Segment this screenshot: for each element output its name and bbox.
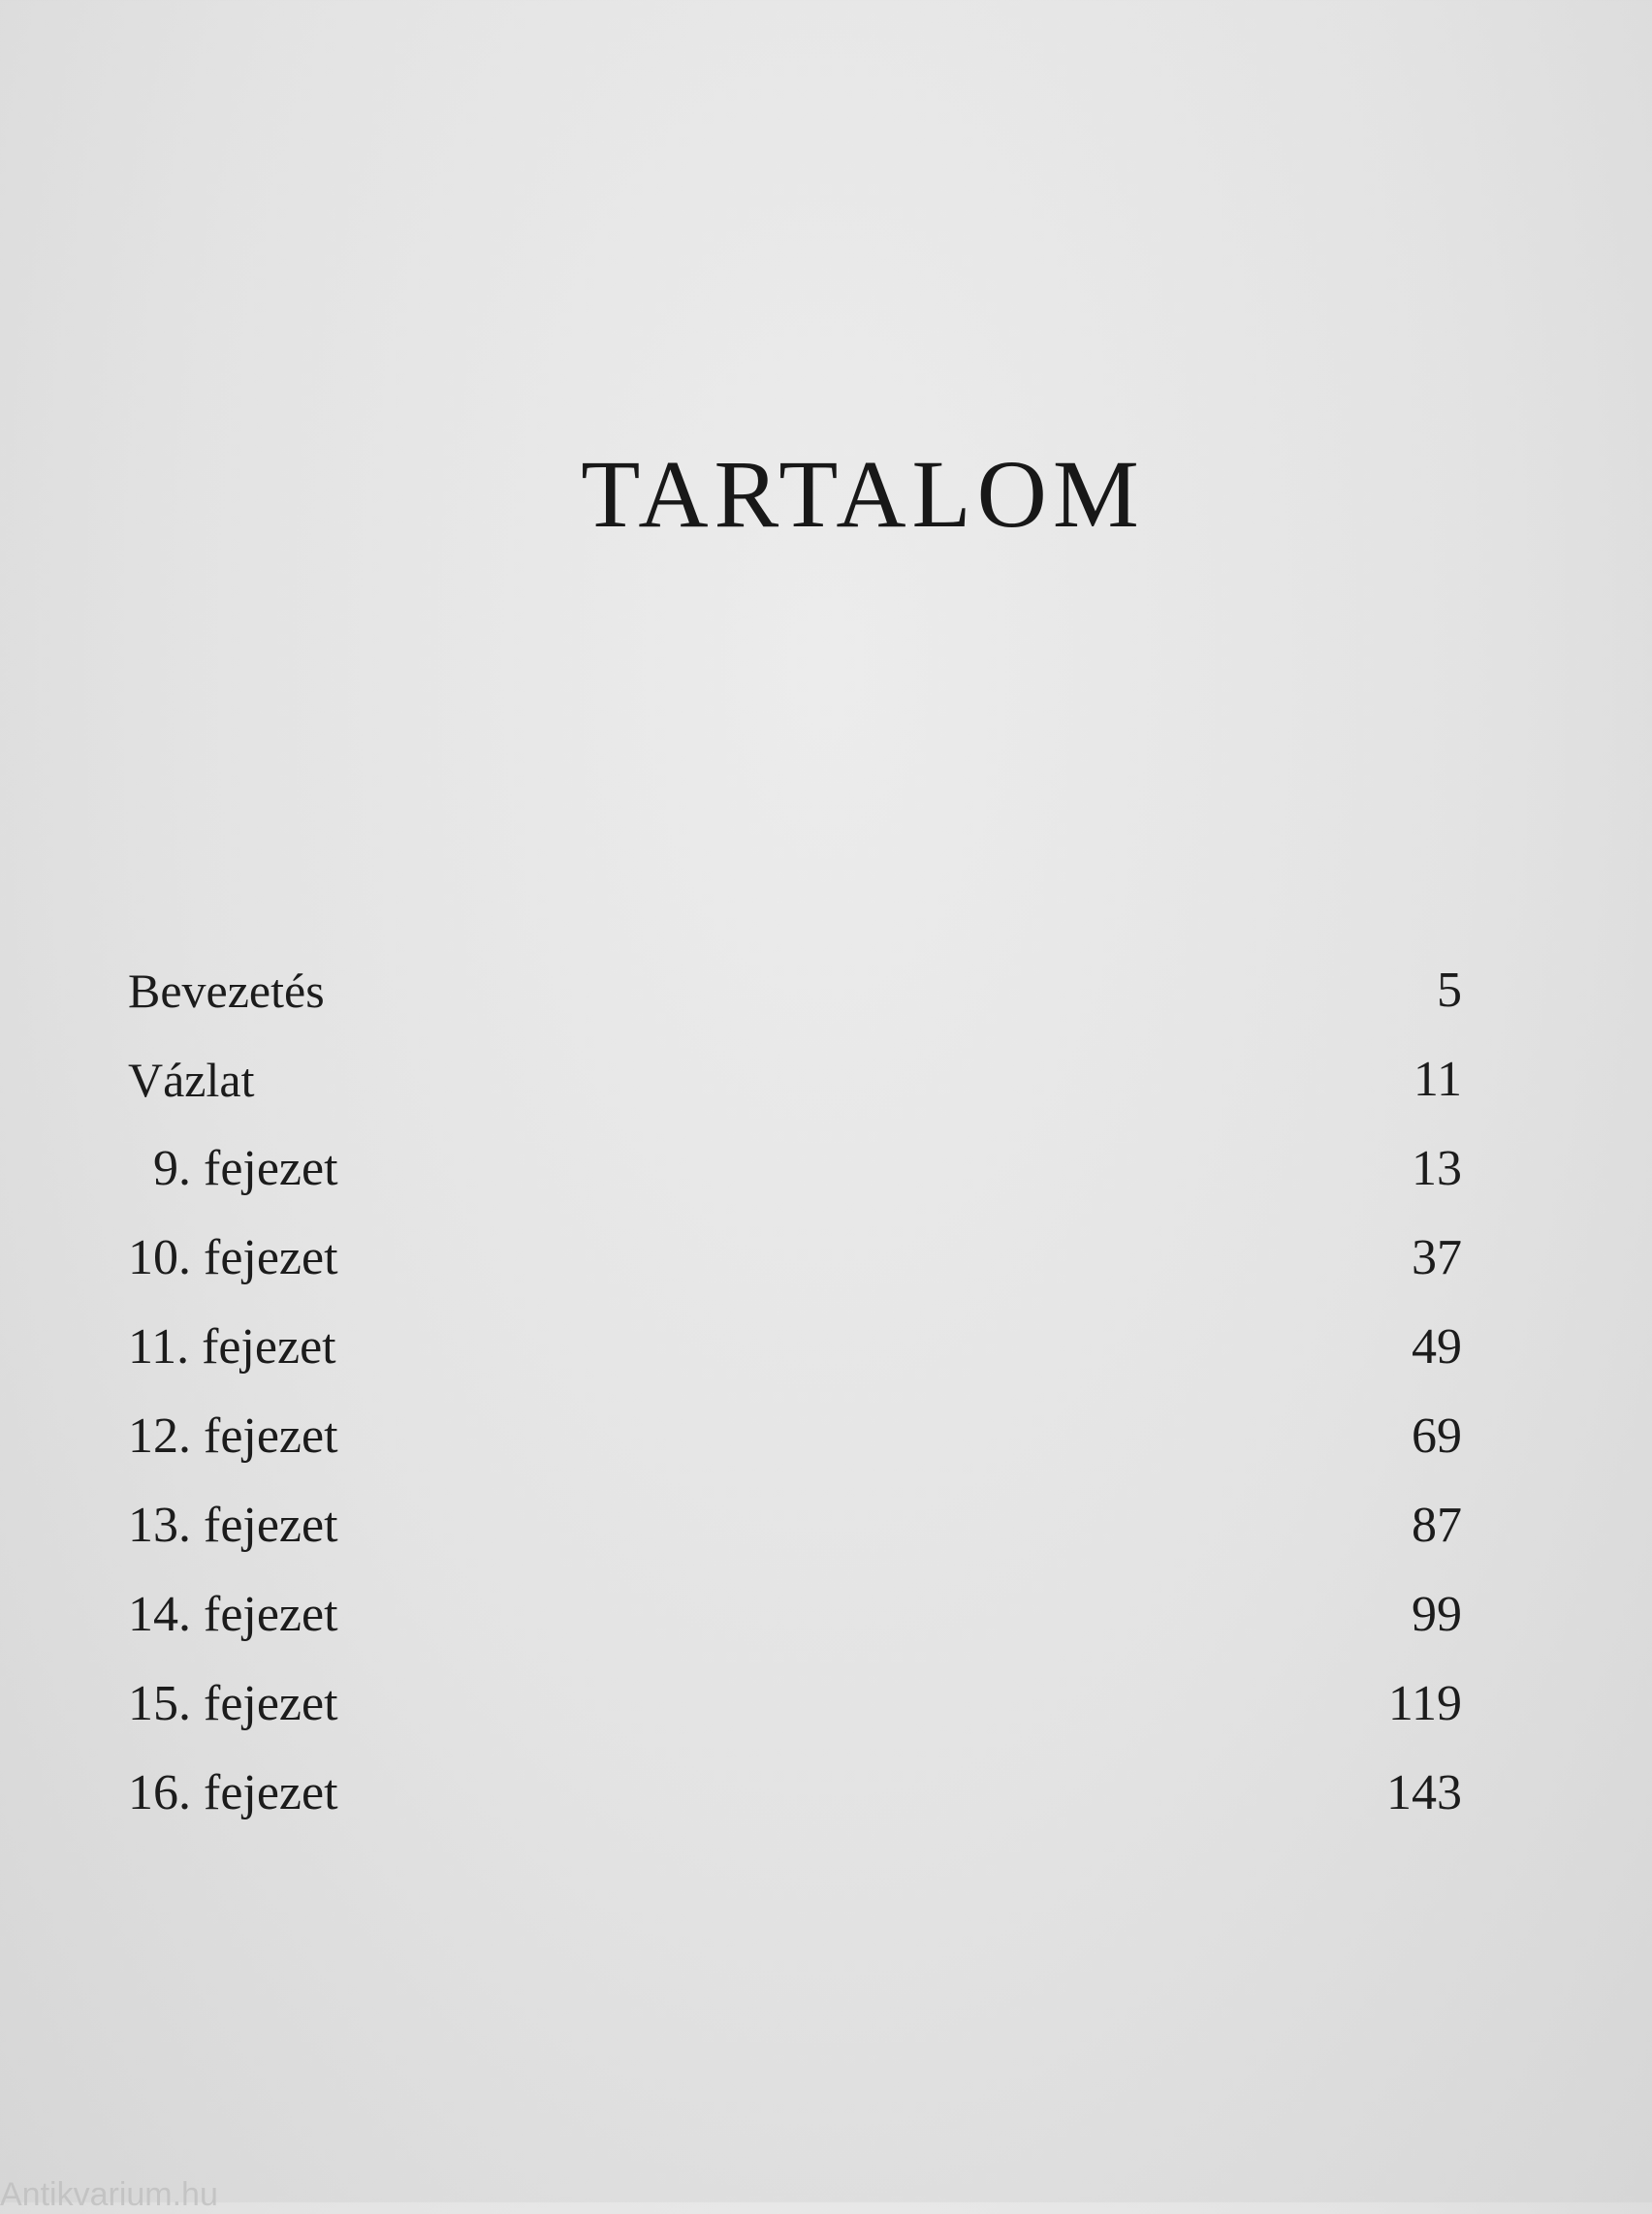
- toc-entry-chapter-12: [128, 1403, 1462, 1492]
- toc-entry-chapter-15: [128, 1670, 1462, 1759]
- toc-entry-page-number: 49: [1412, 1319, 1462, 1375]
- toc-entry-page-number: 143: [1386, 1765, 1462, 1820]
- toc-entry-page-number: 11: [1413, 1052, 1462, 1107]
- toc-entry-chapter-16: [128, 1759, 1462, 1849]
- toc-entry-label: Vázlat: [128, 1053, 255, 1107]
- toc-entry-outline: [128, 1046, 1462, 1135]
- toc-entry-chapter-9: [128, 1135, 1462, 1224]
- toc-entry-label: 12. fejezet: [128, 1408, 338, 1464]
- toc-entry-page-number: 69: [1412, 1408, 1462, 1464]
- table-of-contents: [128, 957, 1462, 1849]
- toc-entry-label: 9. fejezet: [153, 1141, 338, 1196]
- toc-entry-page-number: 87: [1412, 1498, 1462, 1553]
- toc-entry-label: 15. fejezet: [128, 1676, 338, 1731]
- toc-entry-label: 10. fejezet: [128, 1230, 338, 1285]
- toc-entry-introduction: [128, 957, 1462, 1046]
- toc-entry-chapter-10: [128, 1224, 1462, 1313]
- page-title: TARTALOM: [581, 440, 1145, 548]
- toc-entry-page-number: 99: [1412, 1587, 1462, 1642]
- toc-entry-page-number: 13: [1412, 1141, 1462, 1196]
- source-watermark: Antikvarium.hu: [0, 2176, 218, 2213]
- toc-entry-chapter-11: [128, 1313, 1462, 1403]
- toc-entry-label: Bevezetés: [128, 964, 325, 1018]
- toc-entry-label: 16. fejezet: [128, 1765, 338, 1820]
- toc-entry-label: 13. fejezet: [128, 1498, 338, 1553]
- toc-entry-chapter-13: [128, 1492, 1462, 1581]
- toc-entry-page-number: 119: [1387, 1676, 1462, 1731]
- toc-entry-chapter-14: [128, 1581, 1462, 1670]
- toc-entry-page-number: 37: [1412, 1230, 1462, 1285]
- toc-entry-label: 11. fejezet: [128, 1319, 336, 1375]
- toc-entry-label: 14. fejezet: [128, 1587, 338, 1642]
- toc-entry-page-number: 5: [1437, 963, 1462, 1018]
